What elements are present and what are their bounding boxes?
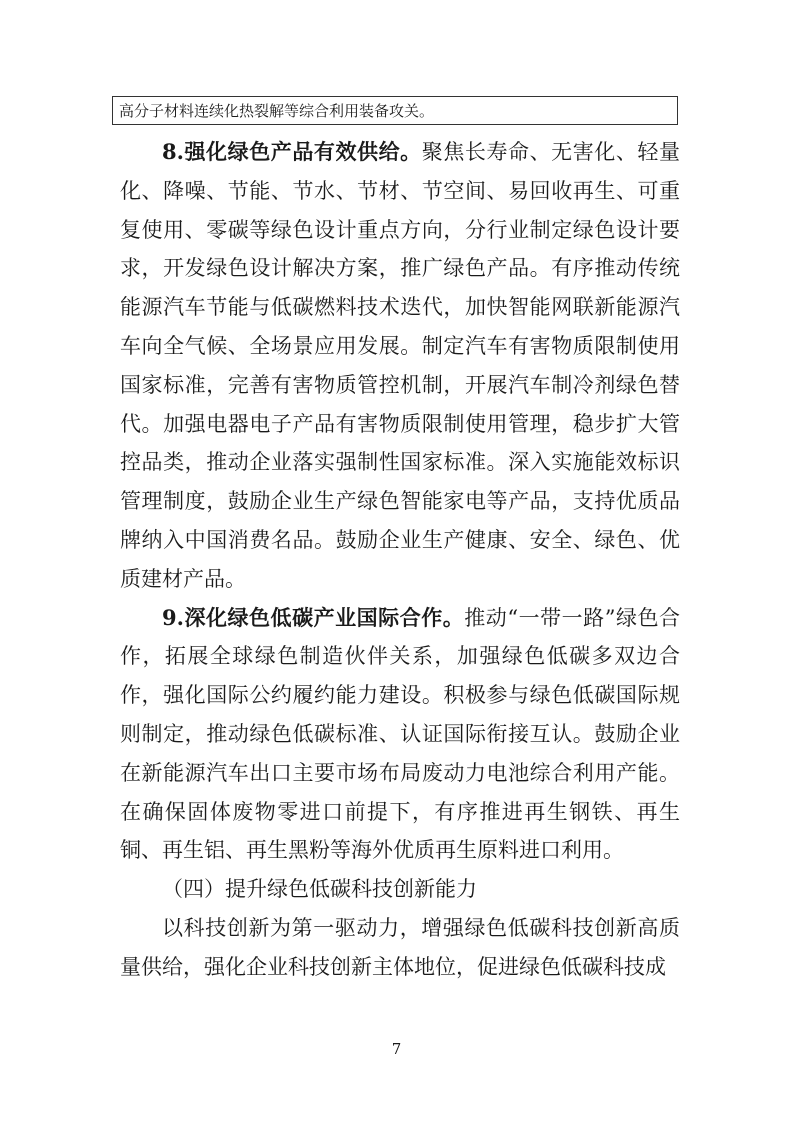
section-9-heading: 9.深化绿色低碳产业国际合作。: [162, 604, 465, 630]
boxed-note-text: 高分子材料连续化热裂解等综合利用装备攻关。: [119, 102, 435, 120]
page-number: 7: [391, 1040, 402, 1058]
subsection-heading-4: （四）提升绿色低碳科技创新能力: [162, 877, 477, 902]
section-8-heading: 8.强化绿色产品有效供给。: [162, 139, 422, 164]
paragraph-section-9: [120, 599, 680, 871]
section-8-body: 聚焦长寿命、无害化、轻量化、降噪、节能、节水、节材、节空间、易回收再生、可重复使用、零碳等绿色设计重点方向，分行业制定绿色设计要求，开发绿色设计解决方案，推广绿色产品。有序推动传统能源汽车节能与低碳燃料技术迭代，加快智能网联新能源汽车向全气候、全场景应用发展。制定汽车有害物质限制使用国家标准，完善有害物质管控机制，开展汽车制冷剂绿色替代。加强电器电子产品有害物质限制使用管理，稳步扩大管控品类，推动企业落实强制性国家标准。深入实施能效标识管理制度，鼓励企业生产绿色智能家电等产品，支持优质品牌纳入中国消费名品。鼓励企业生产健康、安全、绿色、优质建材产品。: [120, 140, 681, 591]
main-content: [120, 133, 680, 987]
section-9-body: 推动“一带一路”绿色合作，拓展全球绿色制造伙伴关系，加强绿色低碳多双边合作，强化国际公约履约能力建设。积极参与绿色低碳国际规则制定，推动绿色低碳标准、认证国际衔接互认。鼓励企业在新能源汽车出口主要市场布局废动力电池综合利用产能。在确保固体废物零进口前提下，有序推进再生钢铁、再生铜、再生铝、再生黑粉等海外优质再生原料进口利用。: [120, 605, 680, 863]
boxed-note: [112, 96, 678, 125]
paragraph-tech-innovation: 以科技创新为第一驱动力，增强绿色低碳科技创新高质量供给，强化企业科技创新主体地位，促进绿色低碳科技成: [120, 915, 680, 979]
paragraph-section-8: [120, 133, 680, 599]
